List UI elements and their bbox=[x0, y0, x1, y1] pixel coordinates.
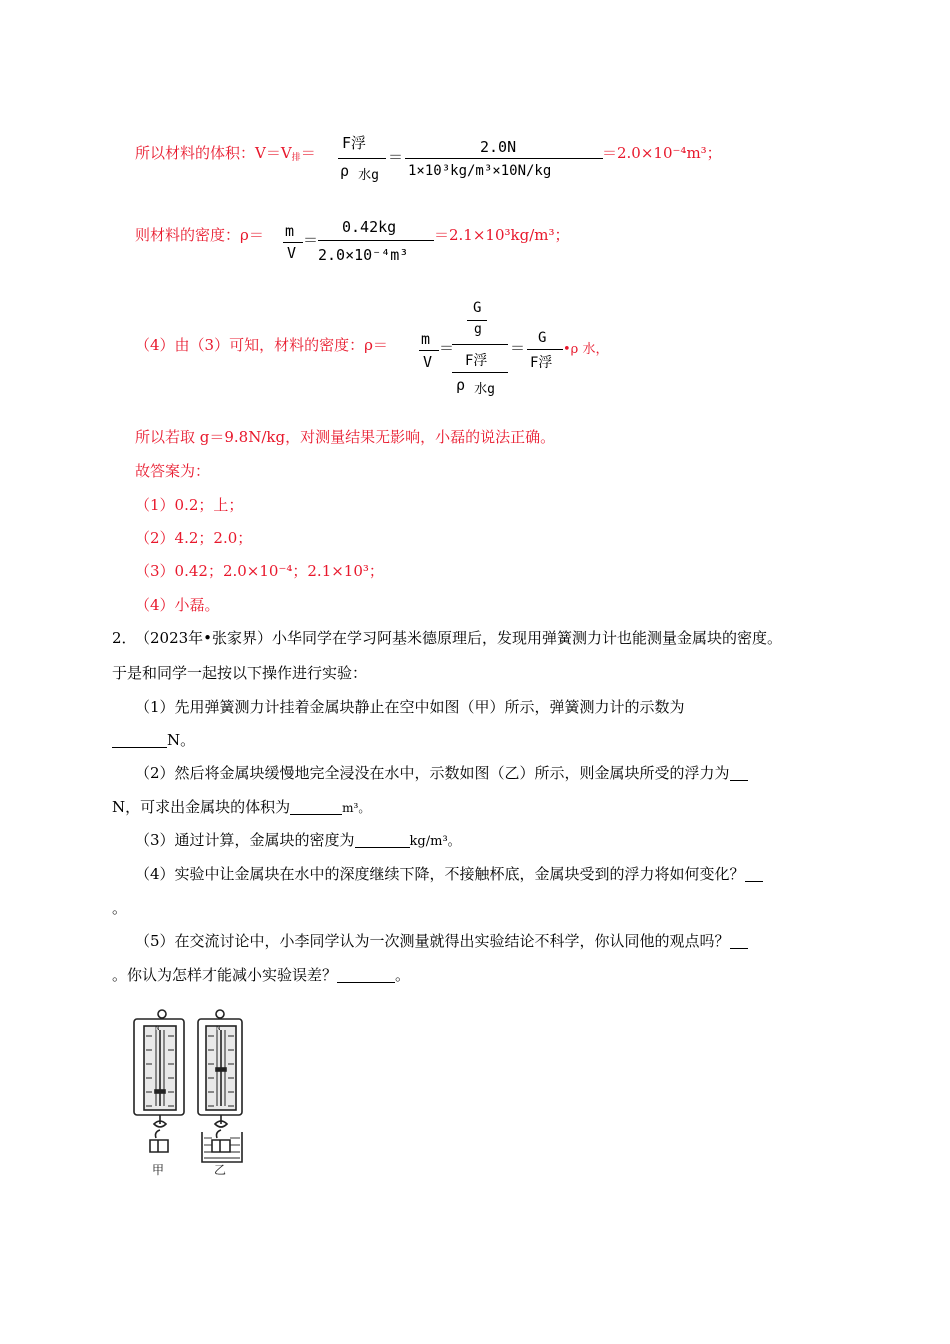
spring-scale-figure bbox=[130, 1008, 260, 1178]
answer-2: （2）4.2；2.0； bbox=[135, 529, 253, 547]
figure-label-right: 乙 bbox=[214, 1163, 227, 1177]
q5-text-b: 。你认为怎样才能减小实验误差？ 。 bbox=[112, 966, 411, 984]
question-number: 2． bbox=[112, 629, 137, 647]
frac6-denominator: F浮 bbox=[530, 355, 553, 371]
frac1-numerator: F浮 bbox=[342, 134, 367, 152]
frac4-numerator: 0.42kg bbox=[342, 218, 397, 236]
volume-result: ＝2.0×10⁻⁴m³； bbox=[602, 144, 722, 162]
frac6-eq: ＝ bbox=[510, 339, 526, 357]
frac2-numerator: 2.0N bbox=[480, 138, 517, 156]
answer-3: （3）0.42；2.0×10⁻⁴；2.1×10³； bbox=[135, 562, 384, 580]
inner-bar-bottom bbox=[452, 372, 508, 373]
frac2-bar bbox=[405, 158, 603, 159]
q5-blank-method[interactable] bbox=[337, 968, 395, 983]
q2-text: （2）然后将金属块缓慢地完全浸没在水中，示数如图（乙）所示，则金属块所受的浮力为 bbox=[135, 762, 748, 784]
frac5-eq: ＝ bbox=[439, 339, 455, 357]
scale-right-unit: N bbox=[216, 1025, 221, 1032]
q3-text: （3）通过计算，金属块的密度为 kg/m³。 bbox=[135, 831, 461, 849]
step4-suffix: •ρ 水， bbox=[563, 342, 609, 357]
main-bar bbox=[452, 344, 508, 345]
scale-left-unit: N bbox=[155, 1025, 160, 1032]
inner-F: F浮 bbox=[465, 353, 488, 369]
figure-label-left: 甲 bbox=[152, 1163, 165, 1177]
frac6-numerator: G bbox=[538, 330, 547, 346]
frac3-numerator: m bbox=[285, 222, 295, 240]
solution-conclusion: 所以若取 g＝9.8N/kg，对测量结果无影响，小磊的说法正确。 bbox=[135, 428, 556, 446]
q5-text: （5）在交流讨论中，小李同学认为一次测量就得出实验结论不科学，你认同他的观点吗？ bbox=[135, 930, 748, 952]
q5-blank-agree[interactable] bbox=[730, 934, 748, 949]
answer-title: 故答案为： bbox=[135, 462, 211, 480]
frac1-eq: ＝ bbox=[388, 148, 404, 166]
q2-text-b: N，可求出金属块的体积为 m³。 bbox=[112, 798, 371, 816]
frac6-bar bbox=[527, 349, 563, 350]
frac1-bar bbox=[338, 158, 386, 159]
frac4-bar bbox=[318, 240, 434, 241]
frac3-denominator: V bbox=[287, 244, 297, 262]
question-intro-b: 于是和同学一起按以下操作进行实验： bbox=[112, 664, 368, 682]
frac5-denominator: V bbox=[423, 353, 433, 371]
frac1-denominator: ρ 水g bbox=[340, 162, 379, 183]
question-intro-a: （2023年•张家界）小华同学在学习阿基米德原理后，发现用弹簧测力计也能测量金属块的密度。 bbox=[135, 629, 783, 647]
frac3-bar bbox=[283, 242, 303, 243]
q3-blank[interactable] bbox=[355, 833, 410, 848]
solution-density-prefix: 则材料的密度：ρ＝ bbox=[135, 226, 264, 244]
q4-blank[interactable] bbox=[745, 867, 763, 882]
q2-blank-force[interactable] bbox=[730, 766, 748, 781]
q1-blank-line: N。 bbox=[112, 729, 195, 751]
q2-blank-volume[interactable] bbox=[290, 800, 342, 815]
inner-g: g bbox=[474, 322, 482, 337]
frac2-denominator: 1×10³kg/m³×10N/kg bbox=[408, 163, 552, 179]
frac4-denominator: 2.0×10⁻⁴m³ bbox=[318, 246, 409, 264]
q1-text: （1）先用弹簧测力计挂着金属块静止在空中如图（甲）所示，弹簧测力计的示数为 bbox=[135, 698, 685, 716]
inner-bar-top bbox=[467, 320, 487, 321]
scale-right bbox=[198, 1010, 242, 1162]
inner-G: G bbox=[473, 300, 482, 316]
q1-blank[interactable] bbox=[112, 733, 167, 748]
answer-4: （4）小磊。 bbox=[135, 596, 220, 614]
q4-text: （4）实验中让金属块在水中的深度继续下降，不接触杯底，金属块受到的浮力将如何变化？ bbox=[135, 863, 763, 885]
frac3-eq: ＝ bbox=[303, 231, 319, 249]
density-result: ＝2.1×10³kg/m³； bbox=[434, 226, 570, 244]
inner-rho: ρ 水g bbox=[456, 376, 495, 397]
frac5-bar bbox=[419, 350, 439, 351]
frac5-numerator: m bbox=[421, 330, 431, 348]
solution-step4-prefix: （4）由（3）可知，材料的密度：ρ＝ bbox=[135, 336, 388, 354]
q4-end: 。 bbox=[112, 899, 128, 917]
spring-scale-diagram bbox=[130, 1008, 260, 1178]
answer-1: （1）0.2；上； bbox=[135, 496, 244, 514]
solution-volume-prefix: 所以材料的体积：$V=V_排=$ bbox=[135, 144, 316, 163]
